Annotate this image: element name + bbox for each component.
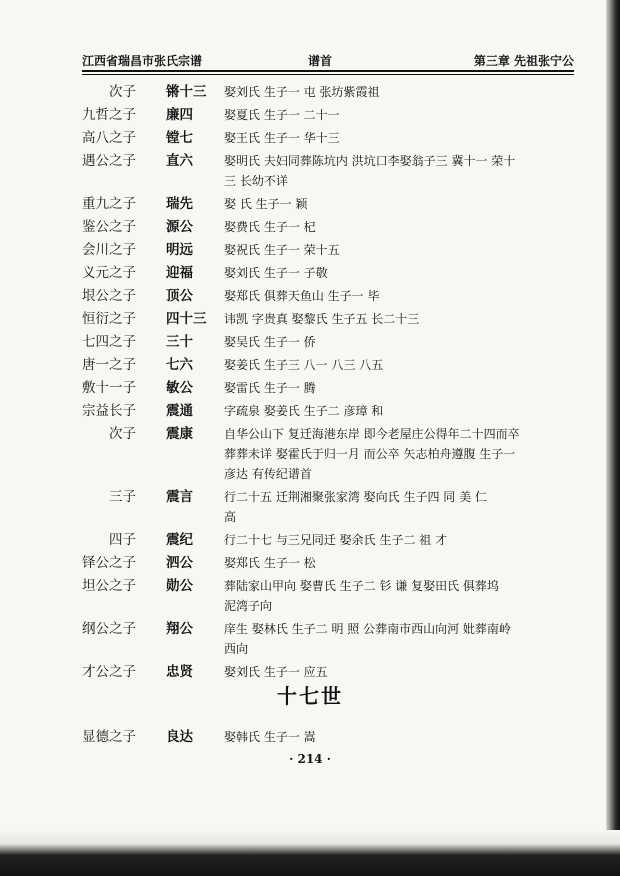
entry-description-line: 娶郑氏 俱葬天鱼山 生子一 毕	[224, 289, 380, 303]
entry-name: 七六	[166, 357, 193, 373]
entry-name: 顶公	[166, 288, 193, 304]
entry-name: 泗公	[166, 555, 193, 571]
page-bottom-shadow	[0, 830, 620, 876]
entry-name: 廉四	[166, 107, 193, 123]
entry-description-line: 娶吴氏 生子一 侨	[224, 335, 316, 349]
entry-relation: 遇公之子	[82, 153, 136, 169]
header-section: 谱首	[308, 54, 333, 68]
entry-description-line: 娶明氏 夫妇同葬陈坑内 洪坑口李娶翁子三 冀十一 荣十	[224, 154, 516, 168]
entry-description-line: 娶姜氏 生子三 八一 八三 八五	[224, 358, 384, 372]
entry-relation: 七四之子	[82, 334, 136, 350]
entry-name: 源公	[166, 219, 193, 235]
entry-name: 锵十三	[166, 84, 207, 100]
entry-description-line: 西向	[224, 642, 249, 656]
entry-description-line: 行二十五 迁荆湘聚张家湾 娶向氏 生子四 同 美 仁	[224, 490, 487, 504]
entry-description-line: 娶刘氏 生子一 屯 张坊紫霞祖	[224, 85, 380, 99]
entry-name: 镗七	[166, 130, 193, 146]
header-chapter: 第三章 先祖张宁公	[473, 54, 574, 68]
entry-description-line: 葬葬未详 娶霍氏于归一月 而公卒 矢志柏舟遵腹 生子一	[224, 447, 516, 461]
entry-relation: 宗益长子	[82, 403, 136, 419]
entry-description-line: 字疏泉 娶姜氏 生子二 彦璋 和	[224, 404, 384, 418]
entry-description-line: 娶祝氏 生子一 荣十五	[224, 243, 340, 257]
entry-name: 翔公	[166, 621, 193, 637]
entry-description-line: 讳凯 字贵真 娶黎氏 生子五 长二十三	[224, 312, 420, 326]
entry-description-line: 娶雷氏 生子一 腾	[224, 381, 316, 395]
entry-description-line: 娶王氏 生子一 华十三	[224, 131, 340, 145]
entry-name: 震康	[166, 426, 193, 442]
entry-relation: 次子	[109, 426, 136, 442]
entry-description-line: 娶刘氏 生子一 应五	[224, 665, 328, 679]
entry-name: 明远	[166, 242, 193, 258]
entry-name: 震纪	[166, 532, 193, 548]
entry-relation: 垠公之子	[82, 288, 136, 304]
entry-name: 瑞先	[166, 196, 193, 212]
entry-relation: 恒衍之子	[82, 311, 136, 327]
entry-relation: 敷十一子	[82, 380, 136, 396]
entry-description-line: 娶夏氏 生子一 二十一	[224, 108, 340, 122]
entry-relation: 会川之子	[82, 242, 136, 258]
entry-name: 良达	[166, 729, 193, 745]
entry-relation: 义元之子	[82, 265, 136, 281]
entry-description-line: 庠生 娶林氏 生子二 明 照 公葬南市西山向河 妣葬南岭	[224, 622, 511, 636]
entry-description-line: 泥湾子向	[224, 599, 273, 613]
entry-name: 三十	[166, 334, 193, 350]
entry-description-line: 娶郑氏 生子一 松	[224, 556, 316, 570]
entry-description-line: 彦达 有传纪谱首	[224, 467, 312, 481]
entry-name: 四十三	[166, 311, 207, 327]
entry-name: 直六	[166, 153, 193, 169]
entry-description-line: 三 长幼不详	[224, 174, 288, 188]
entry-description-line: 娶刘氏 生子一 子敬	[224, 266, 328, 280]
page-number: · 214 ·	[289, 752, 331, 766]
header-rule	[82, 70, 574, 72]
entry-relation: 三子	[109, 489, 136, 505]
entry-name: 忠贤	[166, 664, 193, 680]
header-book-title: 江西省瑞昌市张氏宗谱	[82, 54, 203, 68]
header-rule-thin	[82, 74, 574, 75]
entry-description-line: 葬陆家山甲向 娶曹氏 生子二 钐 谦 复娶田氏 俱葬坞	[224, 579, 499, 593]
entry-relation: 显德之子	[82, 729, 136, 745]
generation-title: 十七世	[277, 684, 343, 708]
entry-relation: 四子	[109, 532, 136, 548]
entry-description-line: 娶韩氏 生子一 嵩	[224, 730, 316, 744]
page-edge-shadow	[606, 0, 620, 876]
entry-relation: 才公之子	[82, 664, 136, 680]
entry-relation: 铎公之子	[82, 555, 136, 571]
entry-relation: 次子	[109, 84, 136, 100]
entry-name: 敏公	[166, 380, 193, 396]
entry-relation: 纲公之子	[82, 621, 136, 637]
entry-relation: 鉴公之子	[82, 219, 136, 235]
entry-name: 震言	[166, 489, 193, 505]
entry-description-line: 娶费氏 生子一 杞	[224, 220, 316, 234]
entry-name: 震通	[166, 403, 193, 419]
entry-relation: 九哲之子	[82, 107, 136, 123]
entry-description-line: 娶 氏 生子一 颖	[224, 197, 308, 211]
running-header	[82, 50, 574, 70]
entry-description-line: 行二十七 与三兄同迁 娶余氏 生子二 祖 才	[224, 533, 448, 547]
entry-relation: 高八之子	[82, 130, 136, 146]
entry-relation: 唐一之子	[82, 357, 136, 373]
entry-name: 勋公	[166, 578, 193, 594]
entry-description-line: 高	[224, 510, 237, 524]
entry-name: 迎福	[166, 265, 193, 281]
entry-relation: 重九之子	[82, 196, 136, 212]
entry-relation: 坦公之子	[82, 578, 136, 594]
entry-description-line: 自华公山下 复迁海港东岸 即今老屋庄公得年二十四而卒	[224, 427, 520, 441]
